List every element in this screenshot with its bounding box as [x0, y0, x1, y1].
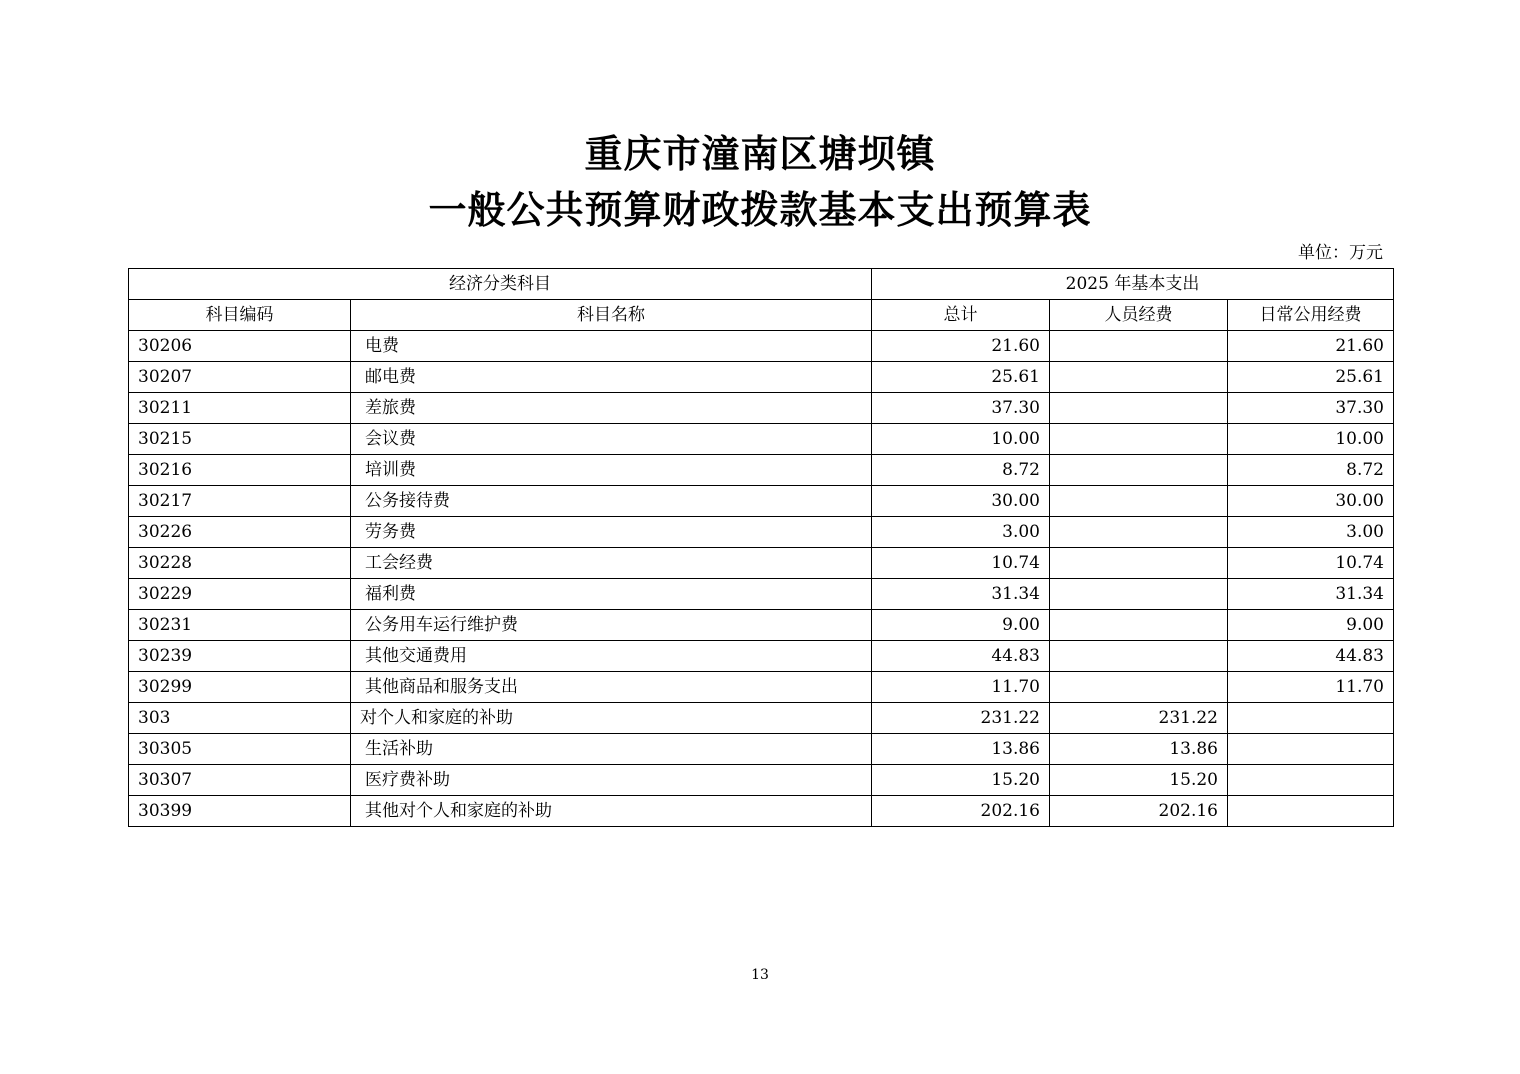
cell-personnel: 15.20 — [1050, 765, 1228, 796]
header-classification: 经济分类科目 — [129, 269, 872, 300]
table-row — [129, 641, 1394, 672]
cell-personnel: 202.16 — [1050, 796, 1228, 827]
cell-public: 11.70 — [1228, 672, 1394, 703]
cell-total: 21.60 — [872, 331, 1050, 362]
cell-public — [1228, 703, 1394, 734]
cell-personnel — [1050, 393, 1228, 424]
table-row — [129, 548, 1394, 579]
cell-total: 25.61 — [872, 362, 1050, 393]
cell-code: 30231 — [129, 610, 351, 641]
cell-personnel — [1050, 455, 1228, 486]
header-personnel: 人员经费 — [1050, 300, 1228, 331]
header-public: 日常公用经费 — [1228, 300, 1394, 331]
cell-total: 37.30 — [872, 393, 1050, 424]
cell-name: 公务用车运行维护费 — [351, 610, 872, 641]
cell-personnel — [1050, 610, 1228, 641]
cell-public — [1228, 734, 1394, 765]
cell-name: 电费 — [351, 331, 872, 362]
cell-total: 10.74 — [872, 548, 1050, 579]
cell-personnel — [1050, 517, 1228, 548]
cell-total: 44.83 — [872, 641, 1050, 672]
cell-name: 劳务费 — [351, 517, 872, 548]
table-row — [129, 517, 1394, 548]
cell-public: 9.00 — [1228, 610, 1394, 641]
table-row — [129, 393, 1394, 424]
cell-name: 其他交通费用 — [351, 641, 872, 672]
cell-public — [1228, 796, 1394, 827]
cell-code: 30207 — [129, 362, 351, 393]
cell-total: 13.86 — [872, 734, 1050, 765]
table-row — [129, 486, 1394, 517]
table-row — [129, 703, 1394, 734]
cell-personnel — [1050, 641, 1228, 672]
cell-public: 44.83 — [1228, 641, 1394, 672]
table-row — [129, 765, 1394, 796]
page-number: 13 — [751, 967, 769, 983]
cell-total: 8.72 — [872, 455, 1050, 486]
page-title: 重庆市潼南区塘坝镇 — [584, 131, 936, 176]
cell-personnel — [1050, 579, 1228, 610]
cell-total: 31.34 — [872, 579, 1050, 610]
table-row — [129, 455, 1394, 486]
cell-code: 30228 — [129, 548, 351, 579]
cell-name: 医疗费补助 — [351, 765, 872, 796]
cell-personnel: 231.22 — [1050, 703, 1228, 734]
cell-name: 培训费 — [351, 455, 872, 486]
cell-name: 公务接待费 — [351, 486, 872, 517]
header-budget: 2025 年基本支出 — [872, 269, 1394, 300]
cell-code: 30305 — [129, 734, 351, 765]
cell-code: 30211 — [129, 393, 351, 424]
cell-code: 30226 — [129, 517, 351, 548]
cell-code: 30307 — [129, 765, 351, 796]
cell-total: 11.70 — [872, 672, 1050, 703]
cell-public: 10.00 — [1228, 424, 1394, 455]
cell-name: 会议费 — [351, 424, 872, 455]
cell-code: 30206 — [129, 331, 351, 362]
cell-code: 30216 — [129, 455, 351, 486]
cell-name: 生活补助 — [351, 734, 872, 765]
cell-public: 37.30 — [1228, 393, 1394, 424]
cell-name: 对个人和家庭的补助 — [351, 703, 872, 734]
cell-personnel — [1050, 362, 1228, 393]
table-row — [129, 331, 1394, 362]
table-row — [129, 610, 1394, 641]
cell-total: 10.00 — [872, 424, 1050, 455]
page-subtitle: 一般公共预算财政拨款基本支出预算表 — [428, 187, 1092, 232]
cell-name: 其他对个人和家庭的补助 — [351, 796, 872, 827]
cell-code: 30217 — [129, 486, 351, 517]
group-header-row — [129, 269, 1394, 300]
cell-total: 231.22 — [872, 703, 1050, 734]
cell-personnel — [1050, 331, 1228, 362]
cell-code: 30399 — [129, 796, 351, 827]
header-total: 总计 — [872, 300, 1050, 331]
cell-public: 25.61 — [1228, 362, 1394, 393]
cell-code: 303 — [129, 703, 351, 734]
cell-total: 9.00 — [872, 610, 1050, 641]
cell-public: 30.00 — [1228, 486, 1394, 517]
table-row — [129, 734, 1394, 765]
column-header-row — [129, 300, 1394, 331]
cell-public: 3.00 — [1228, 517, 1394, 548]
cell-code: 30299 — [129, 672, 351, 703]
header-code: 科目编码 — [129, 300, 351, 331]
table-row — [129, 796, 1394, 827]
table-row — [129, 362, 1394, 393]
cell-name: 工会经费 — [351, 548, 872, 579]
budget-table — [128, 268, 1394, 827]
cell-name: 邮电费 — [351, 362, 872, 393]
cell-public: 8.72 — [1228, 455, 1394, 486]
cell-name: 福利费 — [351, 579, 872, 610]
header-name: 科目名称 — [351, 300, 872, 331]
table-body — [129, 331, 1394, 827]
cell-code: 30215 — [129, 424, 351, 455]
cell-total: 15.20 — [872, 765, 1050, 796]
cell-code: 30239 — [129, 641, 351, 672]
table-row — [129, 579, 1394, 610]
cell-public: 31.34 — [1228, 579, 1394, 610]
table-row — [129, 424, 1394, 455]
cell-personnel — [1050, 672, 1228, 703]
cell-public: 10.74 — [1228, 548, 1394, 579]
table-row — [129, 672, 1394, 703]
cell-name: 其他商品和服务支出 — [351, 672, 872, 703]
cell-public: 21.60 — [1228, 331, 1394, 362]
cell-name: 差旅费 — [351, 393, 872, 424]
unit-label: 单位：万元 — [1298, 243, 1383, 263]
cell-personnel: 13.86 — [1050, 734, 1228, 765]
cell-total: 3.00 — [872, 517, 1050, 548]
cell-total: 30.00 — [872, 486, 1050, 517]
cell-personnel — [1050, 548, 1228, 579]
cell-public — [1228, 765, 1394, 796]
cell-code: 30229 — [129, 579, 351, 610]
cell-total: 202.16 — [872, 796, 1050, 827]
cell-personnel — [1050, 424, 1228, 455]
cell-personnel — [1050, 486, 1228, 517]
